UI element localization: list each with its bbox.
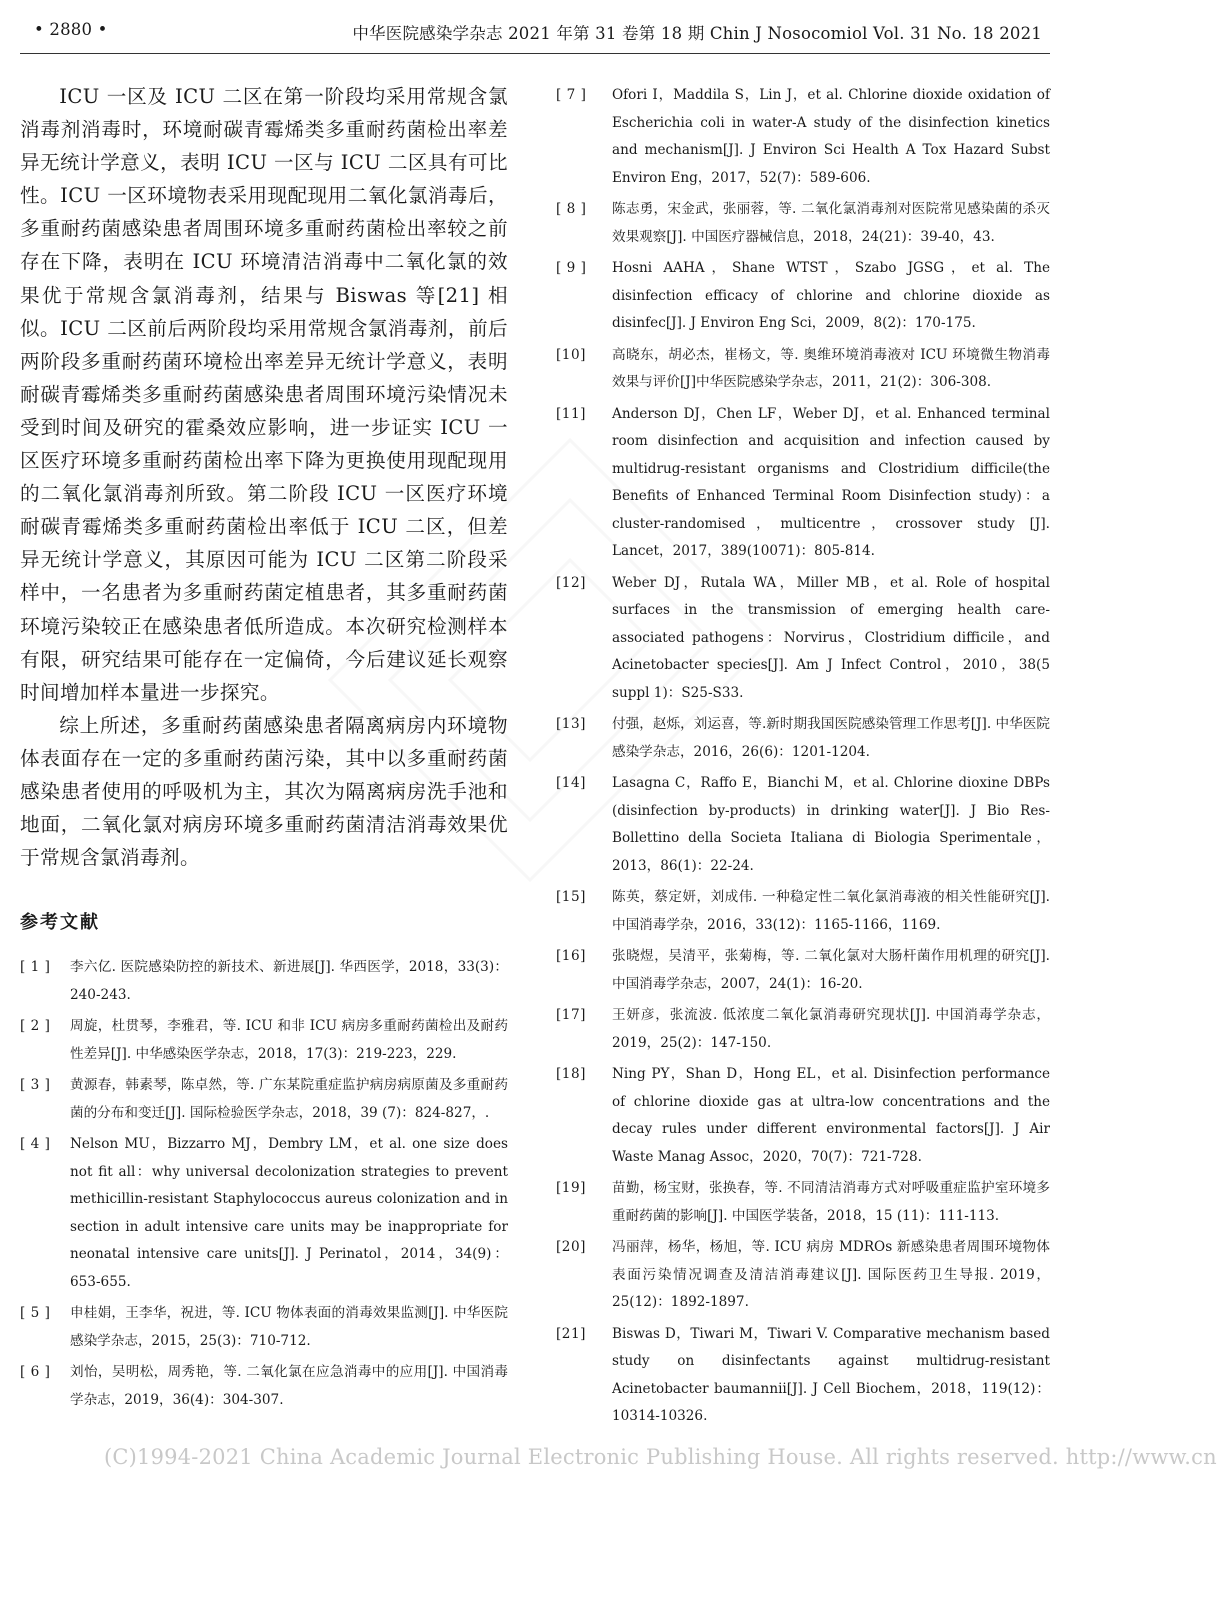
reference-item [556,1175,1050,1230]
journal-citation: 中华医院感染学杂志 2021 年第 31 卷第 18 期 Chin J Nosocomiol Vol. 31 No. 18 2021 [352,24,1042,43]
reference-text: Lasagna C，Raffo E，Bianchi M，et al. Chlorine dioxine DBPs (disinfection by-products) in drinking water[J]. J Bio Res-Bollettino della Societa Italiana di Biologia Sperimentale，2013，86(1)：22-24. [612,775,1050,874]
reference-item [556,401,1050,566]
reference-text: Biswas D，Tiwari M，Tiwari V. Comparative mechanism based study on disinfectants against multidrug-resistant Acinetobacter baumannii[J]. J Cell Biochem，2018，119(12)：10314-10326. [612,1325,1050,1424]
reference-text: 王妍彦，张流波. 低浓度二氧化氯消毒研究现状[J]. 中国消毒学杂志，2019，25(2)：147-150. [612,1007,1050,1051]
right-column [556,82,1050,1435]
reference-text: 冯丽萍，杨华，杨旭，等. ICU 病房 MDROs 新感染患者周围环境物体表面污染情况调查及清洁消毒建议[J]. 国际医药卫生导报. 2019，25(12)：1892-1897. [612,1239,1050,1310]
running-header [20,14,1050,48]
reference-number: [12] [556,574,586,591]
reference-text: 陈志勇，宋金武，张丽蓉，等. 二氧化氯消毒剂对医院常见感染菌的杀灭效果观察[J]. 中国医疗器械信息，2018，24(21)：39-40，43. [612,201,1050,245]
reference-item [556,570,1050,708]
reference-text: 刘怡，吴明松，周秀艳，等. 二氧化氯在应急消毒中的应用[J]. 中国消毒学杂志，2019，36(4)：304-307. [70,1364,508,1408]
reference-text: 周旋，杜贯琴，李雅君，等. ICU 和非 ICU 病房多重耐药菌检出及耐药性差异[J]. 中华感染医学杂志，2018，17(3)：219-223，229. [70,1018,508,1062]
reference-number: [15] [556,889,586,905]
reference-list-left [20,954,508,1414]
reference-text: Ofori I，Maddila S，Lin J，et al. Chlorine dioxide oxidation of Escherichia coli in water-A study of the disinfection kinetics and mechanism[J]. J Environ Sci Health A Tox Hazard Subst Environ Eng，2017，52(7)：589-606. [612,87,1050,186]
reference-text: 申桂娟，王李华，祝进，等. ICU 物体表面的消毒效果监测[J]. 中华医院感染学杂志，2015，25(3)：710-712. [70,1305,508,1349]
reference-number: [ 9 ] [556,260,587,276]
reference-number: [ 5 ] [20,1305,51,1322]
reference-text: Hosni AAHA，Shane WTST，Szabo JGSG，et al. The disinfection efficacy of chlorine and chlorine dioxide as disinfec[J]. J Environ Eng Sci，2009，8(2)：170-175. [612,260,1050,331]
reference-text: 陈英，蔡定妍，刘成伟. 一种稳定性二氧化氯消毒液的相关性能研究[J]. 中国消毒学杂，2016，33(12)：1165-1166，1169. [612,889,1050,933]
reference-item [556,1234,1050,1317]
reference-item [20,954,508,1009]
reference-number: [ 3 ] [20,1077,51,1094]
body-paragraph: ICU 一区及 ICU 二区在第一阶段均采用常规含氯消毒剂消毒时，环境耐碳青霉烯类多重耐药菌检出率差异无统计学意义，表明 ICU 一区与 ICU 二区具有可比性。ICU 一区环境物表采用现配现用二氧化氯消毒后，多重耐药菌感染患者周围环境多重耐药菌检出率较之前存在下降，表明在 ICU 环境清洁消毒中二氧化氯的效果优于常规含氯消毒剂，结果与 Biswas 等[21] 相似。ICU 二区前后两阶段均采用常规含氯消毒剂，前后两阶段多重耐药菌环境检出率差异无统计学意义，表明耐碳青霉烯类多重耐药菌感染患者周围环境污染情况未受到时间及研究的霍桑效应影响，进一步证实 ICU 一区医疗环境多重耐药菌检出率下降为更换使用现配现用的二氧化氯消毒剂所致。第二阶段 ICU 一区医疗环境耐碳青霉烯类多重耐药菌检出率低于 ICU 二区，但差异无统计学意义，其原因可能为 ICU 二区第二阶段采样中，一名患者为多重耐药菌定植患者，其多重耐药菌环境污染较正在感染患者低所造成。本次研究检测样本有限，研究结果可能存在一定偏倚，今后建议延长观察时间增加样本量进一步探究。 [20,85,508,704]
reference-number: [ 4 ] [20,1136,51,1153]
reference-item [556,711,1050,766]
reference-number: [ 8 ] [556,201,587,217]
reference-item [556,196,1050,251]
reference-item [556,770,1050,880]
reference-item [20,1300,508,1355]
reference-number: [10] [556,346,586,363]
reference-number: [20] [556,1239,586,1255]
reference-text: Weber DJ，Rutala WA，Miller MB，et al. Role of hospital surfaces in the transmission of emerging health care- associated pathogens：Norvirus，Clostridium difficile，and Acinetobacter species[J]. Am J Infect Control，2010，38(5 suppl 1)：S25-S33. [612,574,1050,701]
reference-item [20,1013,508,1068]
reference-text: 黄源春，韩素琴，陈卓然，等. 广东某院重症监护病房病原菌及多重耐药菌的分布和变迁[J]. 国际检验医学杂志，2018，39 (7)：824-827，. [70,1077,508,1121]
reference-number: [14] [556,775,586,791]
reference-number: [ 6 ] [20,1364,51,1381]
reference-number: [ 7 ] [556,87,587,103]
reference-item [556,342,1050,397]
reference-item [556,82,1050,192]
page-number: • 2880 • [34,20,108,39]
copyright-footer: (C)1994-2021 China Academic Journal Electronic Publishing House. All rights reserved. http://www.cn [104,1445,1217,1469]
reference-item [20,1359,508,1414]
reference-number: [21] [556,1325,586,1342]
reference-item [556,943,1050,998]
reference-item [20,1072,508,1127]
reference-text: 苗勤，杨宝财，张换春，等. 不同清洁消毒方式对呼吸重症监护室环境多重耐药菌的影响[J]. 中国医学装备，2018，15 (11)：111-113. [612,1180,1050,1224]
reference-text: 高晓东，胡必杰，崔杨文，等. 奥维环境消毒液对 ICU 环境微生物消毒效果与评价[J]中华医院感染学杂志，2011，21(2)：306-308. [612,346,1050,390]
reference-number: [13] [556,716,586,732]
left-column [20,80,508,1418]
reference-number: [16] [556,948,586,964]
reference-number: [19] [556,1180,586,1196]
reference-text: 张晓煜，吴清平，张菊梅，等. 二氧化氯对大肠杆菌作用机理的研究[J]. 中国消毒学杂志，2007，24(1)：16-20. [612,948,1050,992]
reference-item [556,255,1050,338]
references-heading: 参考文献 [20,912,100,934]
reference-number: [11] [556,405,586,422]
reference-text: Ning PY，Shan D，Hong EL，et al. Disinfection performance of chlorine dioxide gas at ultra-low concentrations and the decay rules under different environmental factors[J]. J Air Waste Manag Assoc，2020，70(7)：721-728. [612,1066,1050,1165]
reference-item [556,884,1050,939]
body-paragraph: 综上所述，多重耐药菌感染患者隔离病房内环境物体表面存在一定的多重耐药菌污染，其中以多重耐药菌感染患者使用的呼吸机为主，其次为隔离病房洗手池和地面，二氧化氯对病房环境多重耐药菌清洁消毒效果优于常规含氯消毒剂。 [20,713,508,870]
reference-item [556,1321,1050,1431]
reference-text: Anderson DJ，Chen LF，Weber DJ，et al. Enhanced terminal room disinfection and acquisition and infection caused by multidrug-resistant organisms and Clostridium difficile(the Benefits of Enhanced Terminal Room Disinfection study)：a cluster-randomised，multicentre，crossover study [J]. Lancet，2017，389(10071)：805-814. [612,405,1050,559]
reference-list-right [556,82,1050,1431]
reference-number: [18] [556,1066,586,1082]
reference-number: [ 2 ] [20,1018,51,1035]
reference-number: [17] [556,1007,586,1023]
reference-item [20,1131,508,1296]
reference-item [556,1061,1050,1171]
reference-item [556,1002,1050,1057]
reference-text: 李六亿. 医院感染防控的新技术、新进展[J]. 华西医学，2018，33(3)：240-243. [70,959,508,1003]
reference-number: [ 1 ] [20,959,51,976]
reference-text: 付强，赵烁，刘运喜，等.新时期我国医院感染管理工作思考[J]. 中华医院感染学杂志，2016，26(6)：1201-1204. [612,716,1050,760]
reference-text: Nelson MU，Bizzarro MJ，Dembry LM，et al. one size does not fit all：why universal decolonization strategies to prevent methicillin-resistant Staphylococcus aureus colonization and in section in adult intensive care units may be inappropriate for neonatal intensive care units[J]. J Perinatol，2014，34(9)：653-655. [70,1136,508,1290]
header-rule [20,53,1050,54]
